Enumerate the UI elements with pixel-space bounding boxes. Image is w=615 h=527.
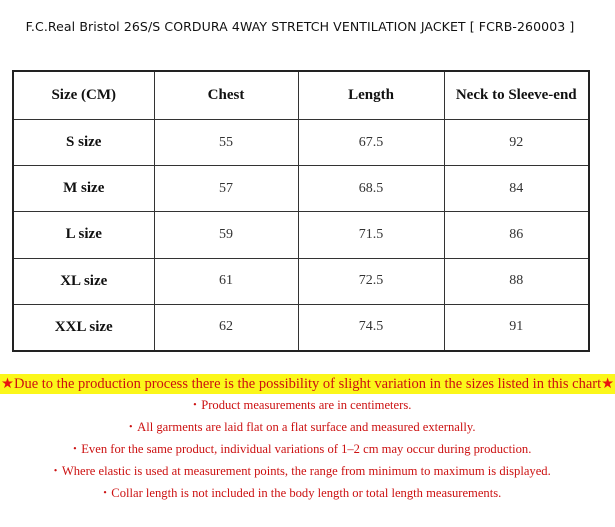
chest-value: 61 — [154, 258, 298, 304]
note-item: ・Even for the same product, individual variations of 1–2 cm may occur during production. — [68, 442, 532, 456]
star-icon: ★ — [601, 376, 615, 392]
chest-value: 59 — [154, 212, 298, 258]
star-icon: ★ — [1, 376, 14, 392]
table-row — [13, 120, 589, 166]
column-header-length: Length — [298, 71, 444, 120]
neck-to-sleeve-end-value: 91 — [444, 304, 589, 351]
size-label: L size — [13, 212, 154, 258]
table-row — [13, 304, 589, 351]
size-label: XL size — [13, 258, 154, 304]
length-value: 68.5 — [298, 166, 444, 212]
chest-value: 55 — [154, 120, 298, 166]
notes-section — [0, 374, 615, 504]
length-value: 72.5 — [298, 258, 444, 304]
neck-to-sleeve-end-value: 92 — [444, 120, 589, 166]
note-item: ・Product measurements are in centimeters. — [188, 398, 412, 412]
table-row — [13, 166, 589, 212]
size-label: M size — [13, 166, 154, 212]
note-item: ・All garments are laid flat on a flat surface and measured externally. — [124, 420, 476, 434]
length-value: 74.5 — [298, 304, 444, 351]
table-row — [13, 212, 589, 258]
page-title: F.C.Real Bristol 26S/S CORDURA 4WAY STRETCH VENTILATION JACKET [ FCRB-260003 ] — [25, 19, 575, 34]
column-header-chest: Chest — [154, 71, 298, 120]
highlighted-notice — [0, 374, 615, 394]
chest-value: 62 — [154, 304, 298, 351]
column-header-size: Size (CM) — [13, 71, 154, 120]
neck-to-sleeve-end-value: 84 — [444, 166, 589, 212]
note-item: ・Collar length is not included in the body length or total length measurements. — [98, 486, 502, 500]
table-header-row — [13, 71, 589, 120]
table-row — [13, 258, 589, 304]
notice-text: Due to the production process there is the possibility of slight variation in the sizes listed in this chart — [14, 376, 602, 392]
note-item: ・Where elastic is used at measurement points, the range from minimum to maximum is displayed. — [49, 464, 551, 478]
length-value: 71.5 — [298, 212, 444, 258]
production-variation-notice — [0, 374, 615, 394]
column-header-neck-to-sleeve-end: Neck to Sleeve-end — [444, 71, 589, 120]
size-label: S size — [13, 120, 154, 166]
chest-value: 57 — [154, 166, 298, 212]
neck-to-sleeve-end-value: 86 — [444, 212, 589, 258]
length-value: 67.5 — [298, 120, 444, 166]
neck-to-sleeve-end-value: 88 — [444, 258, 589, 304]
size-chart-table — [12, 70, 590, 352]
size-label: XXL size — [13, 304, 154, 351]
